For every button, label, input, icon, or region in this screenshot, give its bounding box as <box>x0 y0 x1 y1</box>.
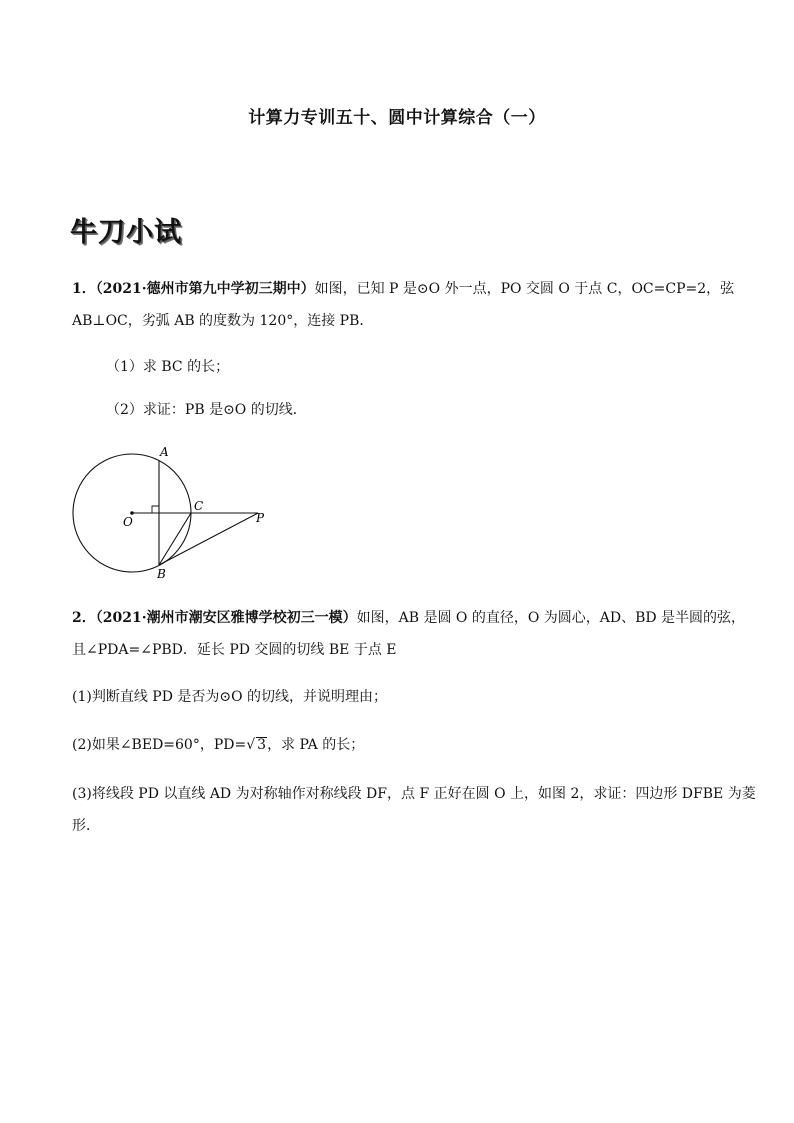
circle-tangent-diagram <box>66 440 286 585</box>
q1-stem-line-2: AB⊥OC，劣弧 AB 的度数为 120°，连接 PB． <box>72 313 374 329</box>
label-a: A <box>160 445 169 459</box>
q2-part-1: (1)判断直线 PD 是否为⊙O 的切线，并说明理由； <box>72 689 388 705</box>
label-p: P <box>256 511 265 525</box>
q2-part-3-line-2: 形． <box>72 818 100 834</box>
label-b: B <box>157 567 166 581</box>
q2-stem-line-1 <box>72 609 745 627</box>
label-o: O <box>123 515 133 529</box>
q2-stem-text-1: 如图，AB 是圆 O 的直径，O 为圆心，AD、BD 是半圆的弦， <box>356 610 746 626</box>
q1-number: 1． <box>72 281 96 297</box>
q2-part-2-post: ，求 PA 的长； <box>267 737 365 753</box>
q1-stem-text-1: 如图，已知 P 是⊙O 外一点，PO 交圆 O 于点 C，OC=CP=2，弦 <box>314 281 735 297</box>
label-c: C <box>194 499 204 513</box>
q2-part-2 <box>72 736 364 754</box>
section-heading: 牛刀小试 <box>70 217 182 248</box>
q1-part-2: （2）求证：PB 是⊙O 的切线． <box>106 402 307 418</box>
page-title: 计算力专训五十、圆中计算综合（一） <box>248 108 546 128</box>
q2-part-2-pre: (2)如果∠BED=60°，PD= <box>72 737 247 753</box>
sqrt-radicand: 3 <box>257 737 267 753</box>
sqrt-sign: √ <box>246 737 256 753</box>
q2-number: 2． <box>72 610 96 626</box>
q2-source: （2021·潮州市潮安区雅博学校初三一模） <box>95 610 357 626</box>
q2-part-3-line-1: (3)将线段 PD 以直线 AD 为对称轴作对称线段 DF，点 F 正好在圆 O 上，如图 2，求证：四边形 DFBE 为菱 <box>72 786 756 802</box>
segment-pb <box>159 513 258 565</box>
q2-stem-line-2: 且∠PDA=∠PBD．延长 PD 交圆的切线 BE 于点 E <box>72 642 397 658</box>
q1-geometry-figure <box>66 440 286 585</box>
q1-source: （2021·德州市第九中学初三期中） <box>95 281 315 297</box>
q1-stem-line-1 <box>72 280 734 298</box>
right-angle-mark <box>152 506 159 513</box>
q1-part-1: （1）求 BC 的长； <box>106 359 230 375</box>
